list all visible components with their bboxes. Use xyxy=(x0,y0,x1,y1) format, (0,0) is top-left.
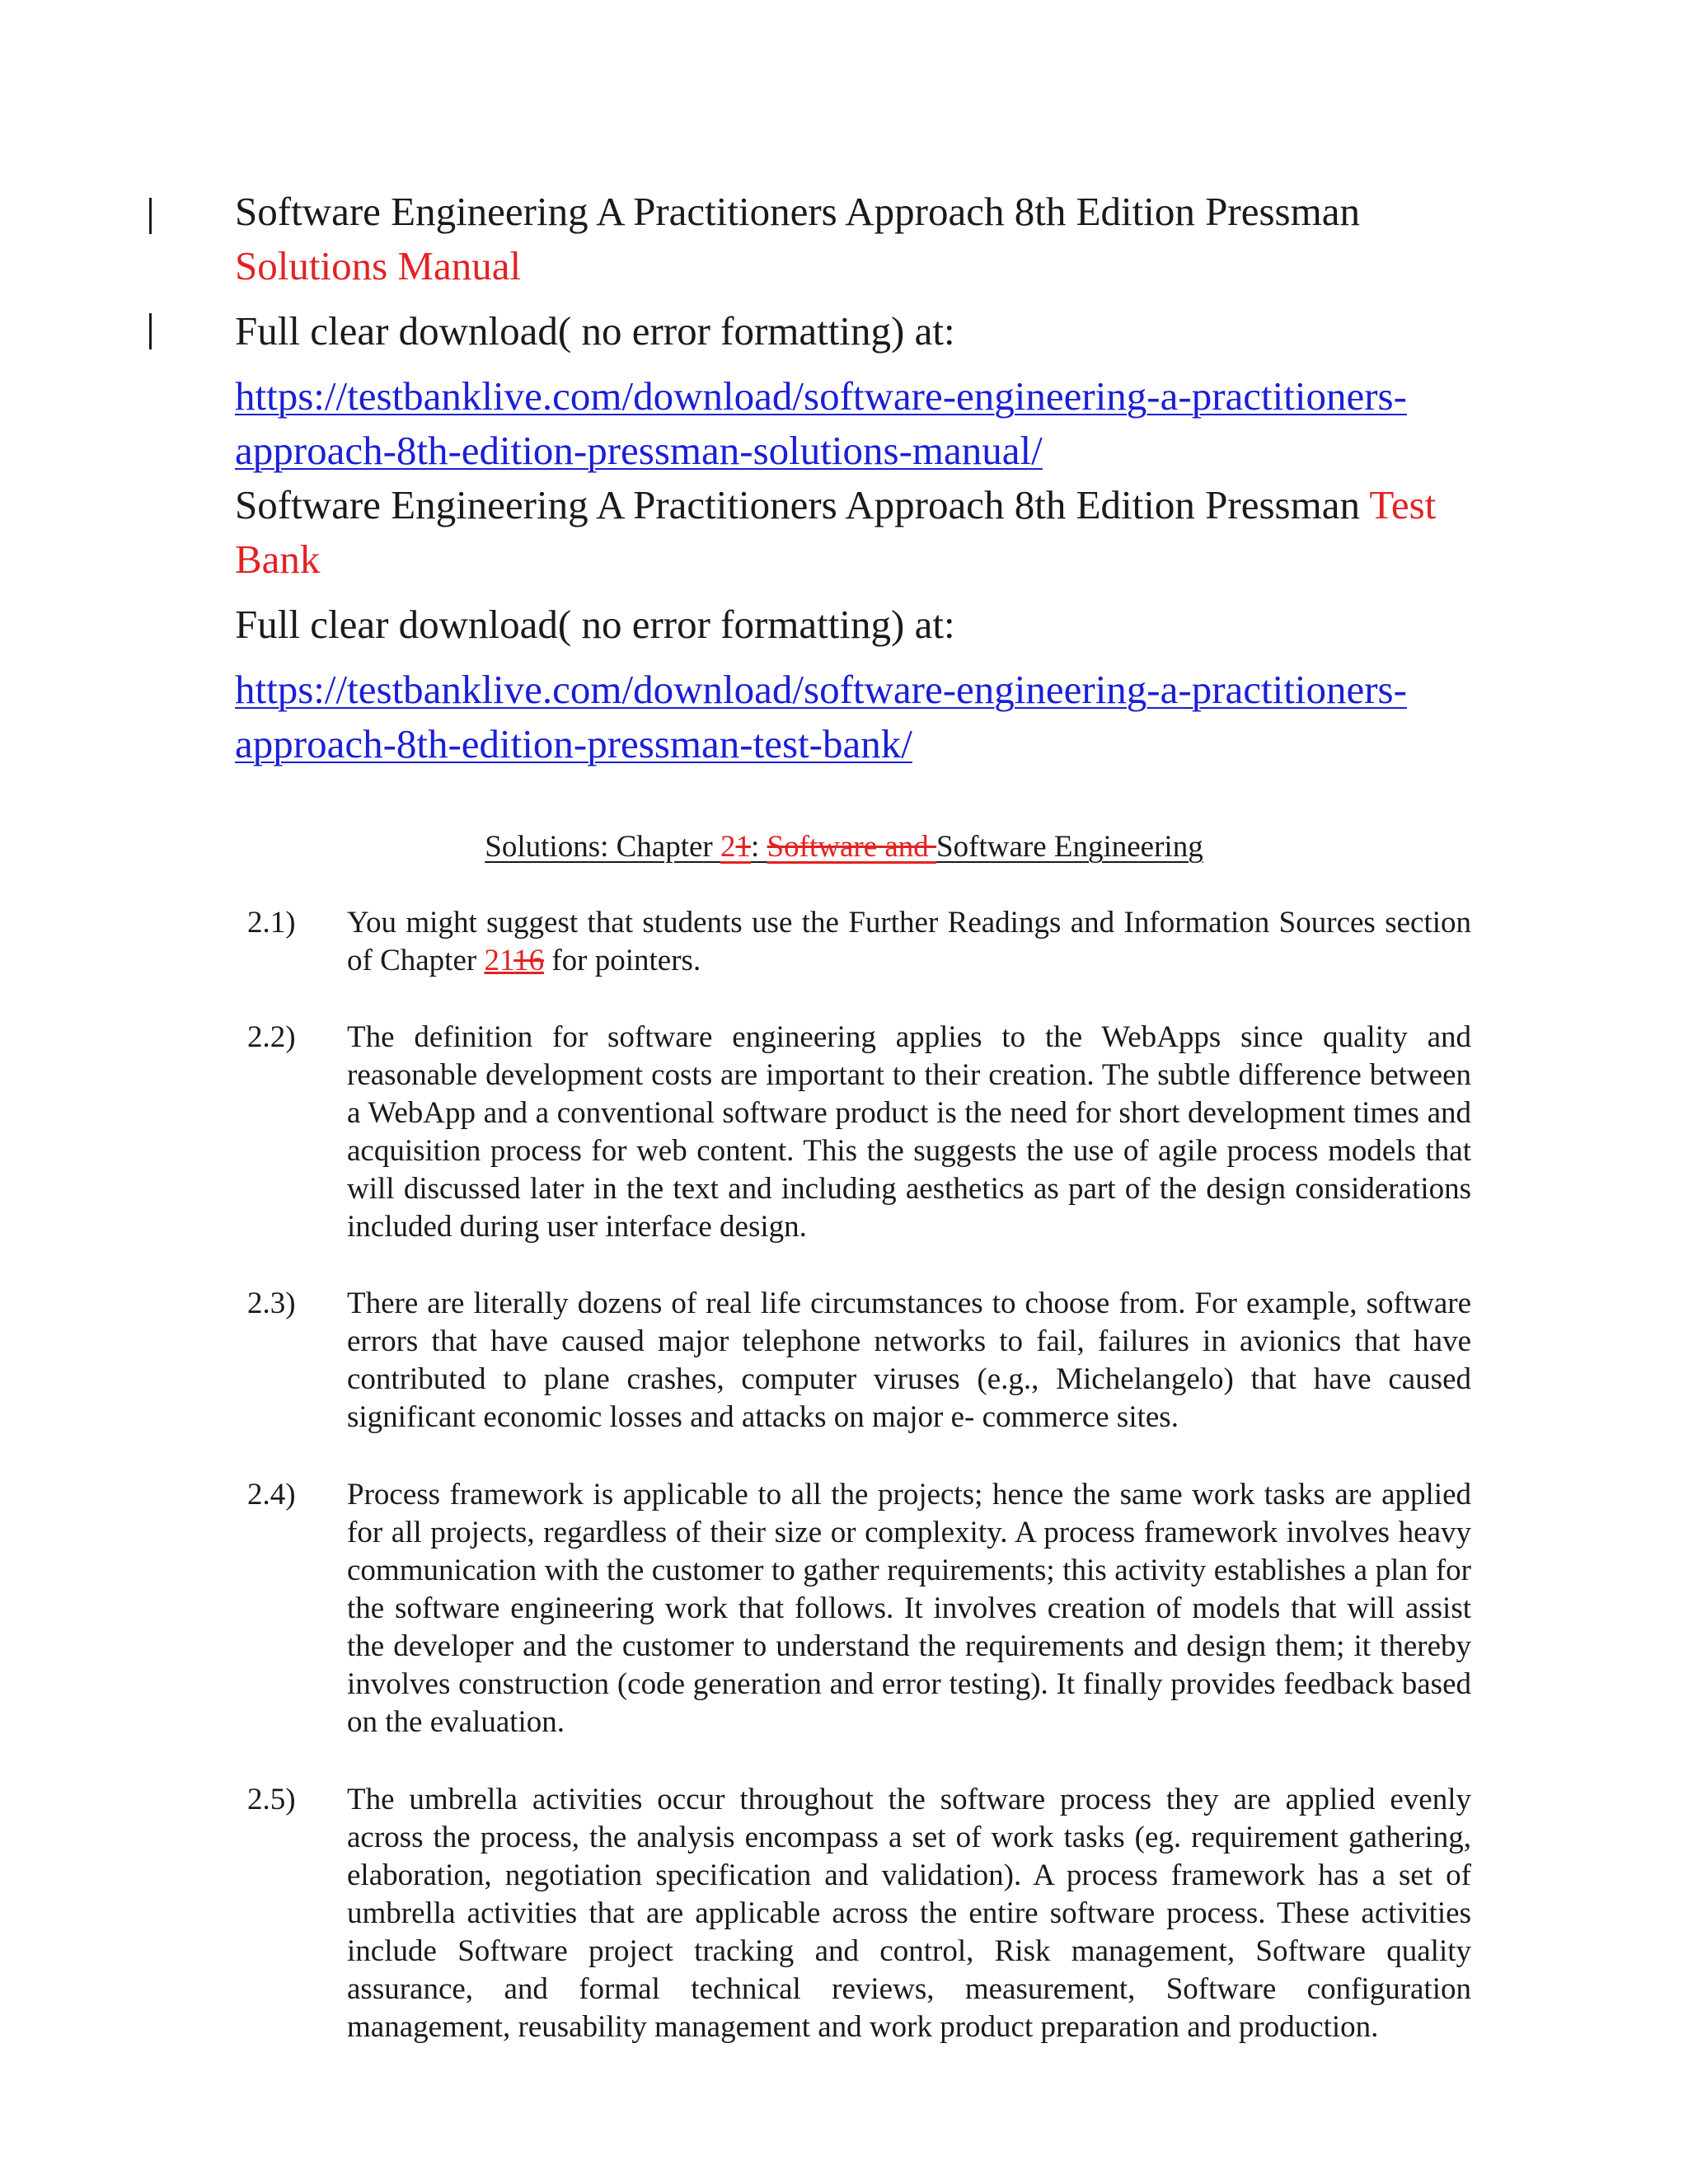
test-bank-link-block xyxy=(235,663,1407,771)
test-bank-link-line-2: approach-8th-edition-pressman-test-bank/ xyxy=(235,721,912,766)
solutions-manual-label: Solutions Manual xyxy=(235,243,522,288)
item-number: 2.3) xyxy=(247,1286,296,1320)
item-number: 2.5) xyxy=(247,1783,296,1816)
item-text: You might suggest that students use the Further Readings and Information Sources section of Chapter 2116 for pointers. xyxy=(347,906,1471,977)
test-bank-title: Software Engineering A Practitioners Approach 8th Edition Pressman Test xyxy=(235,482,1437,527)
solutions-manual-link[interactable] xyxy=(235,373,1407,473)
test-bank-suffix-line-2: Bank xyxy=(235,537,321,582)
test-bank-link-line-1: https://testbanklive.com/download/software-engineering-a-practitioners- xyxy=(235,667,1407,712)
inserted-chapter-number: 2 xyxy=(720,830,736,864)
item-text: The definition for software engineering applies to the WebApps since quality and reasonable development costs are important to their creation. The subtle difference between a WebApp and a conventional software product is the need for short development times and acquisition process for web content. This the suggests the use of agile process models that will discussed later in the text and including aesthetics as part of the design considerations included during user interface design. xyxy=(347,1020,1471,1244)
deleted-chapter-ref: 16 xyxy=(513,944,545,977)
solutions-link-line-1: https://testbanklive.com/download/software-engineering-a-practitioners- xyxy=(235,373,1407,419)
inserted-chapter-ref: 21 xyxy=(484,944,514,977)
solutions-manual-title: Software Engineering A Practitioners Approach 8th Edition Pressman xyxy=(235,189,1360,234)
deleted-chapter-number: 1 xyxy=(735,830,752,864)
item-text: The umbrella activities occur throughout the software process they are applied evenly across the process, the analysis encompass a set of work tasks (eg. requirement gathering, elaboration, negotiation specification and validation). A process framework has a set of umbrella activities that are applicable across the entire software process. These activities include Software project tracking and control, Risk management, Software quality assurance, and formal technical reviews, measurement, Software configuration management, reusability management and work product preparation and production. xyxy=(347,1783,1471,2044)
test-bank-link[interactable] xyxy=(235,667,1407,766)
change-bar xyxy=(149,313,152,349)
change-bar xyxy=(149,198,152,234)
download-label-1: Full clear download( no error formatting) at: xyxy=(235,308,955,354)
section-title: Solutions: Chapter 21: Software and Software Engineering xyxy=(485,830,1203,864)
test-bank-suffix: Test xyxy=(1369,482,1437,527)
item-number: 2.1) xyxy=(247,906,296,940)
deleted-title-text: Software and xyxy=(767,830,937,864)
item-text: Process framework is applicable to all the projects; hence the same work tasks are applied for all projects, regardless of their size or complexity. A process framework involves heavy communication with the customer to gather requirements; this activity establishes a plan for the software engineering work that follows. It involves creation of models that will assist the developer and the customer to understand the requirements and design them; it thereby involves construction (code generation and error testing). It finally provides feedback based on the evaluation. xyxy=(347,1478,1471,1739)
download-label-2: Full clear download( no error formatting) at: xyxy=(235,602,955,647)
item-text: There are literally dozens of real life circumstances to choose from. For example, software errors that have caused major telephone networks to fail, failures in avionics that have contributed to plane crashes, computer viruses (e.g., Michelangelo) that have caused significant economic losses and attacks on major e- commerce sites. xyxy=(347,1286,1471,1434)
item-number: 2.4) xyxy=(247,1478,296,1511)
solutions-link-block xyxy=(235,369,1407,478)
item-number: 2.2) xyxy=(247,1020,296,1054)
solutions-link-line-2: approach-8th-edition-pressman-solutions-manual/ xyxy=(235,428,1043,473)
